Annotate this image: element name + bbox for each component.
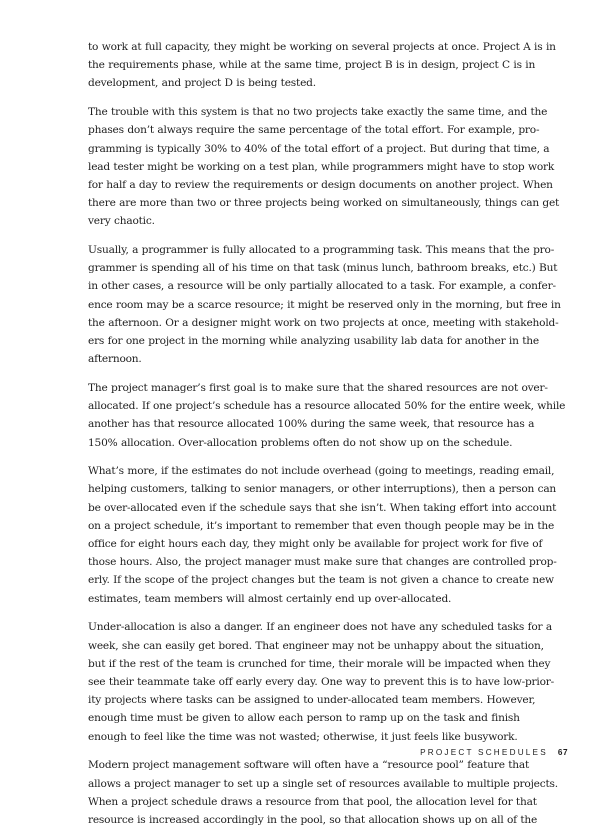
text-line: 150% allocation. Over-allocation problems often do not show up on the schedule. (88, 436, 513, 449)
footer-section-title: PROJECT SCHEDULES (420, 748, 548, 757)
text-line: another has that resource allocated 100% during the same week, that resource has a (88, 418, 535, 431)
text-line: What’s more, if the estimates do not include overhead (going to meetings, reading email, (88, 465, 555, 478)
paragraph-7 (88, 756, 558, 829)
paragraph-5 (88, 462, 557, 608)
text-line: for half a day to review the requirements or design documents on another project. When (88, 178, 553, 191)
text-line: very chaotic. (88, 215, 155, 228)
running-footer (0, 748, 568, 757)
text-line: resource is increased accordingly in the pool, so that allocation shows up on all of the (88, 813, 538, 826)
paragraph-6 (88, 618, 555, 745)
text-line: there are more than two or three projects being worked on simultaneously, things can get (88, 197, 560, 210)
text-line: Under-allocation is also a danger. If an engineer does not have any scheduled tasks for a (88, 621, 552, 634)
text-line: allows a project manager to set up a single set of resources available to multiple projects. (88, 777, 558, 790)
page-number: 67 (557, 748, 568, 757)
text-line: The project manager’s first goal is to make sure that the shared resources are not over- (88, 381, 548, 394)
text-line: Usually, a programmer is fully allocated to a programming task. This means that the pro- (88, 244, 555, 257)
text-line: see their teammate take off early every day. One way to prevent this is to have low-prior- (88, 676, 555, 688)
paragraph-3 (88, 241, 561, 368)
text-line: lead tester might be working on a test plan, while programmers might have to stop work (88, 160, 555, 173)
text-line: Modern project management software will often have a “resource pool” feature that (88, 759, 530, 772)
text-line: estimates, team members will almost certainly end up over-allocated. (88, 592, 452, 605)
text-line: The trouble with this system is that no two projects take exactly the same time, and the (88, 106, 548, 119)
text-line: ence room may be a scarce resource; it might be reserved only in the morning, but free in (88, 298, 561, 311)
text-line: to work at full capacity, they might be working on several projects at once. Project A is in (88, 41, 556, 53)
text-line: When a project schedule draws a resource from that pool, the allocation level for that (88, 795, 537, 808)
text-line: afternoon. (88, 353, 142, 366)
paragraph-4 (88, 379, 566, 452)
text-line: ity projects where tasks can be assigned to under-allocated team members. However, (88, 694, 536, 707)
text-line: development, and project D is being tested. (88, 77, 316, 90)
text-line: helping customers, talking to senior managers, or other interruptions), then a person can (88, 483, 557, 496)
text-line: but if the rest of the team is crunched for time, their morale will be impacted when they (88, 657, 551, 670)
text-line: week, she can easily get bored. That engineer may not be unhappy about the situation, (88, 639, 544, 652)
text-line: be over-allocated even if the schedule says that she isn’t. When taking effort into account (88, 501, 557, 514)
paragraph-1 (88, 38, 556, 93)
text-line: ers for one project in the morning while analyzing usability lab data for another in the (88, 335, 539, 348)
text-line: phases don’t always require the same percentage of the total effort. For example, pro- (88, 124, 540, 137)
text-line: gramming is typically 30% to 40% of the total effort of a project. But during that time, a (88, 142, 550, 155)
text-line: those hours. Also, the project manager must make sure that changes are controlled prop- (88, 556, 557, 569)
text-line: on a project schedule, it’s important to remember that even though people may be in the (88, 519, 555, 532)
text-line: erly. If the scope of the project changes but the team is not given a chance to create new (88, 574, 554, 587)
text-line: the requirements phase, while at the same time, project B is in design, project C is in (88, 59, 536, 72)
text-line: the afternoon. Or a designer might work on two projects at once, meeting with stakehold- (88, 316, 559, 329)
paragraph-2 (88, 103, 560, 230)
text-line: enough to feel like the time was not wasted; otherwise, it just feels like busywork. (88, 730, 518, 743)
text-line: allocated. If one project’s schedule has a resource allocated 50% for the entire week, while (88, 400, 566, 413)
text-line: in other cases, a resource will be only partially allocated to a task. For example, a confer- (88, 280, 556, 293)
text-line: enough time must be given to allow each person to ramp up on the task and finish (88, 712, 520, 725)
text-line: grammer is spending all of his time on that task (minus lunch, bathroom breaks, etc.) But (88, 262, 558, 275)
text-line: office for eight hours each day, they might only be available for project work for five of (88, 538, 543, 551)
